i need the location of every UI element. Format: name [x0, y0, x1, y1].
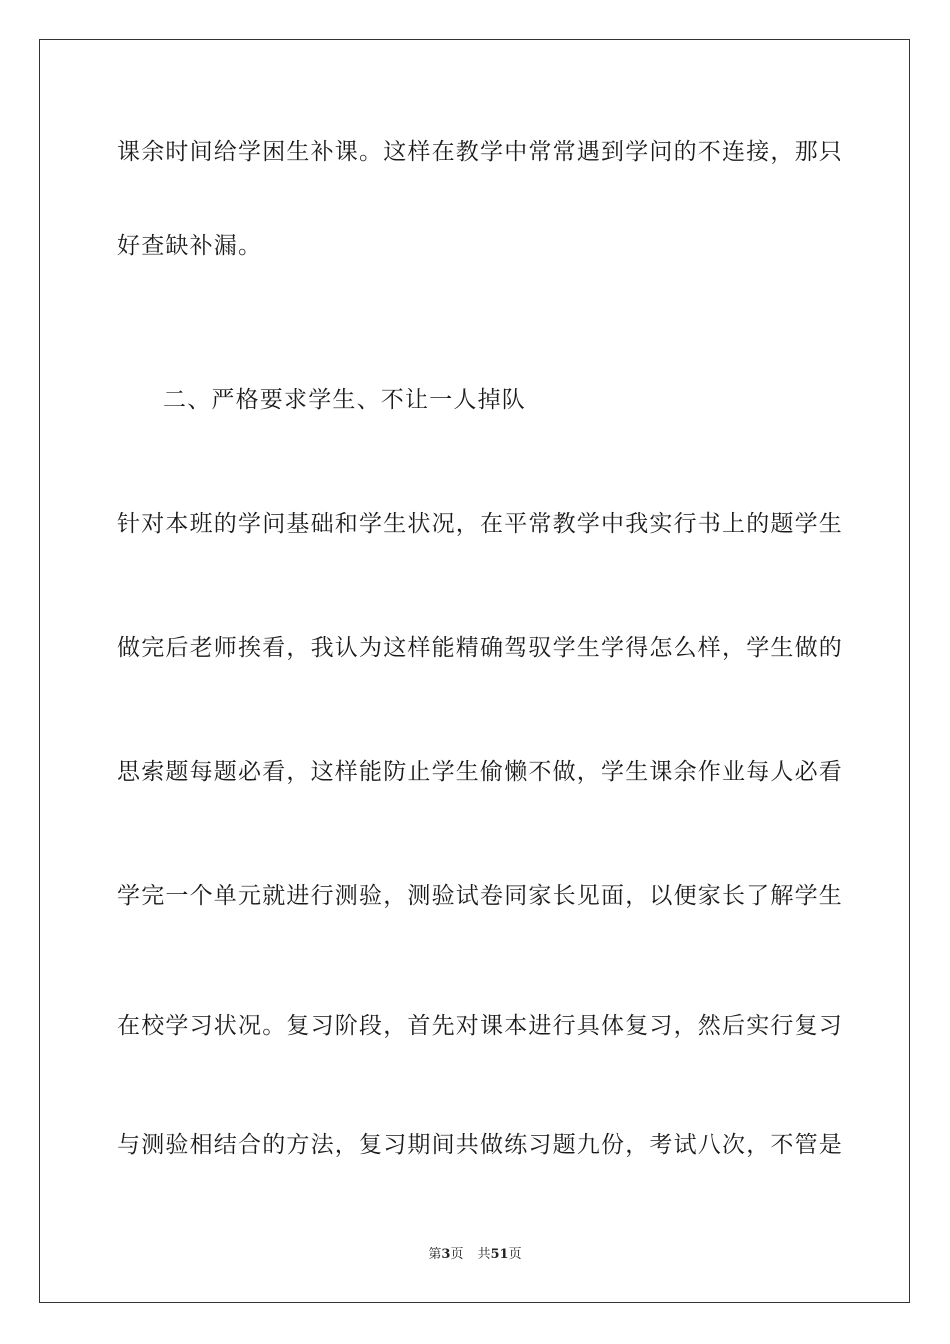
footer-page-number: 3 — [441, 1247, 451, 1262]
body-line-3: 针对本班的学问基础和学生状况，在平常教学中我实行书上的题学生 — [117, 511, 843, 537]
body-line-6: 学完一个单元就进行测验，测验试卷同家长见面，以便家长了解学生 — [117, 883, 843, 909]
page-frame — [39, 39, 910, 1303]
body-line-8: 与测验相结合的方法，复习期间共做练习题九份，考试八次，不管是 — [117, 1132, 843, 1158]
section-heading: 二、严格要求学生、不让一人掉队 — [163, 387, 526, 413]
body-line-4: 做完后老师挨看，我认为这样能精确驾驭学生学得怎么样，学生做的 — [117, 635, 843, 661]
body-line-5: 思索题每题必看，这样能防止学生偷懒不做，学生课余作业每人必看 — [117, 759, 843, 785]
body-line-1: 课余时间给学困生补课。这样在教学中常常遇到学问的不连接，那只 — [117, 139, 843, 165]
footer-total-suffix: 页 — [508, 1247, 522, 1262]
footer-total-pages: 51 — [490, 1247, 509, 1262]
footer-page-suffix: 页 — [450, 1247, 464, 1262]
body-line-2: 好查缺补漏。 — [117, 233, 263, 259]
body-line-7: 在校学习状况。复习阶段，首先对课本进行具体复习，然后实行复习 — [117, 1013, 843, 1039]
footer-page-prefix: 第 — [428, 1247, 442, 1262]
footer-total-prefix: 共 — [477, 1247, 491, 1262]
page-footer — [0, 1246, 950, 1264]
